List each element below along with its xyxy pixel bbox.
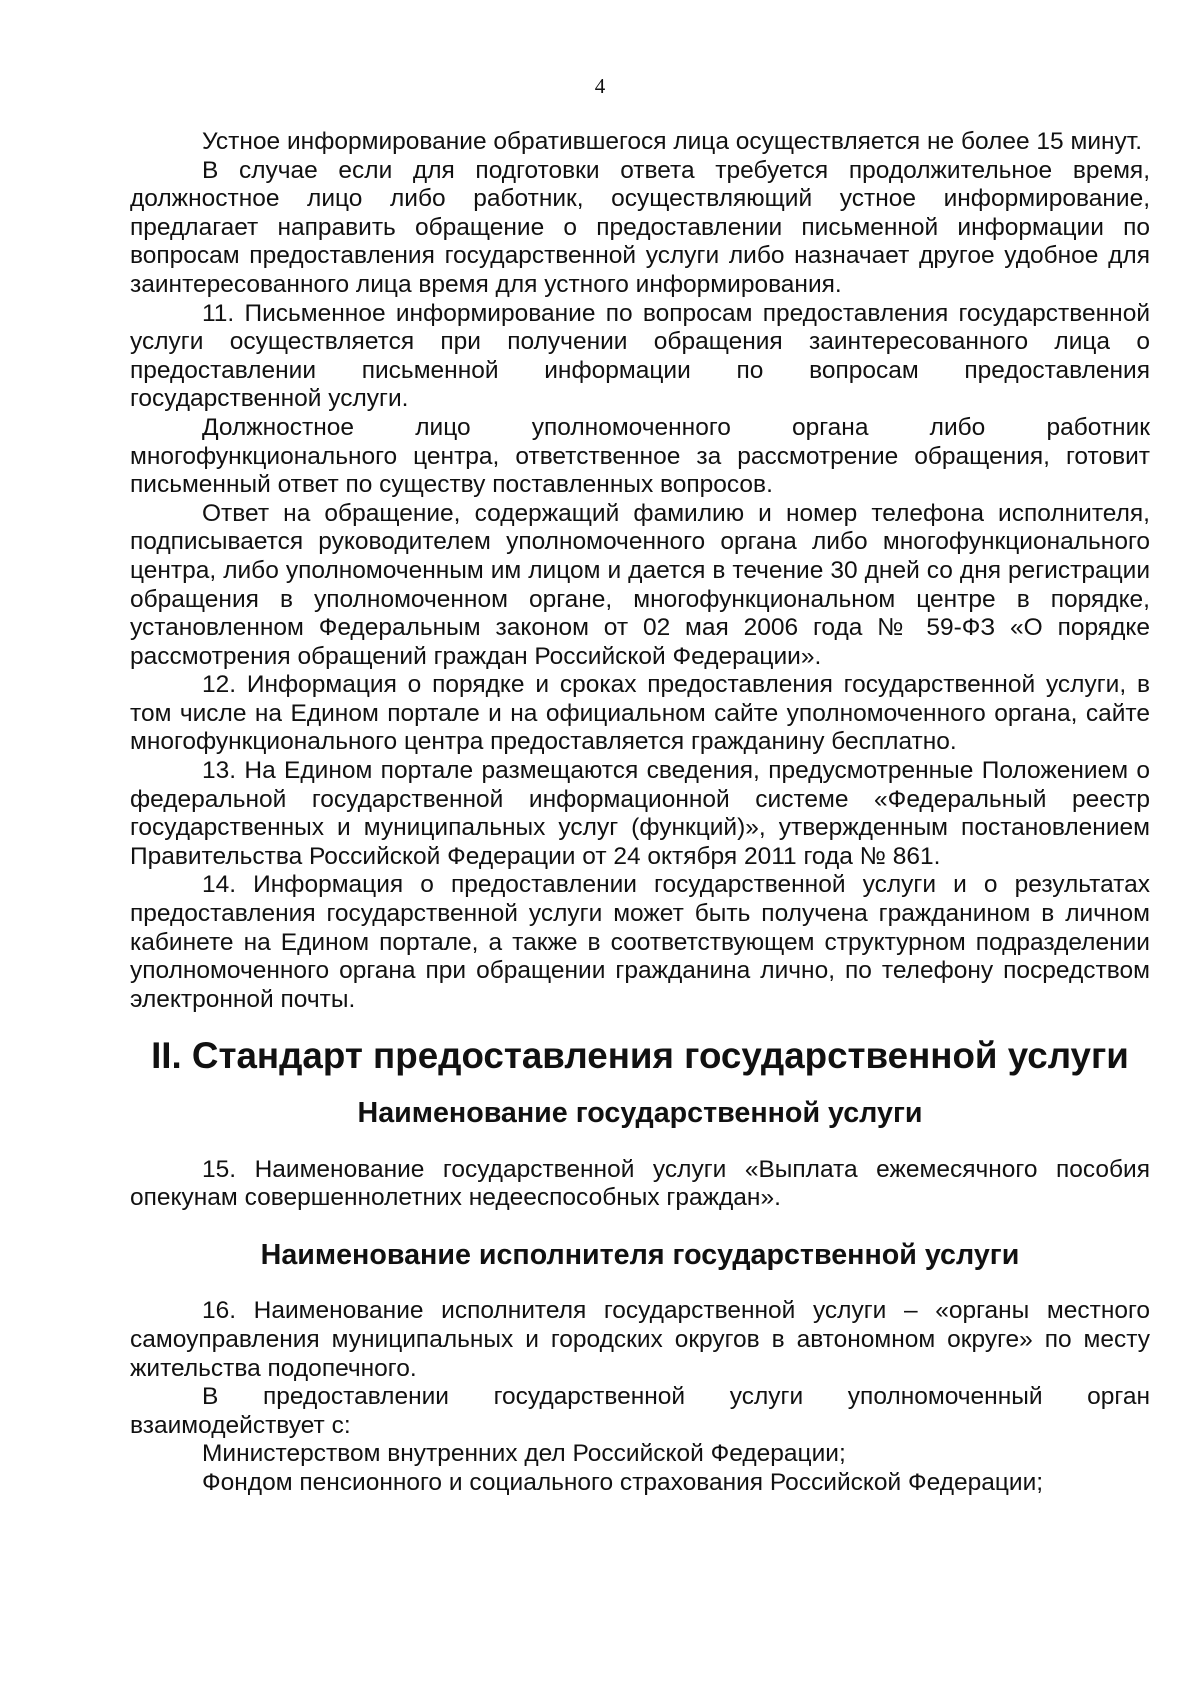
paragraph-16-executor: 16. Наименование исполнителя государственной услуги – «органы местного самоуправления муниципальных и городских округов в автономном округе» по месту жительства подопечного. xyxy=(130,1297,1150,1382)
page-number: 4 xyxy=(594,74,606,98)
section-heading: II. Стандарт предоставления государственной услуги xyxy=(151,1035,1129,1077)
paragraph-13-portal-info: 13. На Едином портале размещаются сведения, предусмотренные Положением о федеральной государственной информационной системе «Федеральный реестр государственных и муниципальных услуг (функций)», утвержденным постановлением Правительства Российской Федерации от 24 октября 2011 года № 861. xyxy=(130,757,1150,870)
subsection-heading-service-name: Наименование государственной услуги xyxy=(357,1097,923,1129)
paragraph-answer-signing: Ответ на обращение, содержащий фамилию и номер телефона исполнителя, подписывается руководителем уполномоченного органа либо многофункционального центра, либо уполномоченным им лицом и дается в течение 30 дней со дня регистрации обращения в уполномоченном органе, многофункциональном центре в порядке, установленном Федеральным законом от 02 мая 2006 года № 59-ФЗ «О порядке рассмотрения обращений граждан Российской Федерации». xyxy=(130,499,1150,670)
paragraph-interaction: В предоставлении государственной услуги уполномоченный орган взаимодействует с: xyxy=(130,1383,1150,1439)
list-item-pension-fund: Фондом пенсионного и социального страхования Российской Федерации; xyxy=(202,1468,1044,1496)
paragraph-15-service-name: 15. Наименование государственной услуги «Выплата ежемесячного пособия опекунам совершеннолетних недееспособных граждан». xyxy=(130,1155,1150,1212)
paragraph-11-written-info: 11. Письменное информирование по вопросам предоставления государственной услуги осуществляется при получении обращения заинтересованного лица о предоставлении письменной информации по вопросам предоставления государственной услуги. xyxy=(130,299,1150,413)
paragraph-official-response: Должностное лицо уполномоченного органа либо работник многофункционального центра, ответственное за рассмотрение обращения, готовит письменный ответ по существу поставленных вопросов. xyxy=(130,413,1150,499)
subsection-heading-executor: Наименование исполнителя государственной услуги xyxy=(260,1238,1020,1271)
list-item-mvd: Министерством внутренних дел Российской Федерации; xyxy=(202,1440,846,1468)
document-body xyxy=(130,128,1150,1498)
paragraph-oral-info-duration: Устное информирование обратившегося лица осуществляется не более 15 минут. xyxy=(202,128,1143,155)
paragraph-14-result-info: 14. Информация о предоставлении государственной услуги и о результатах предоставления государственной услуги может быть получена гражданином в личном кабинете на Едином портале, а также в соответствующем структурном подразделении уполномоченного органа при обращении гражданина лично, по телефону посредством электронной почты. xyxy=(130,871,1150,1013)
paragraph-long-answer: В случае если для подготовки ответа требуется продолжительное время, должностное лицо либо работник, осуществляющий устное информирование, предлагает направить обращение о предоставлении письменной информации по вопросам предоставления государственной услуги либо назначает другое удобное для заинтересованного лица время для устного информирования. xyxy=(130,156,1150,298)
paragraph-12-free-info: 12. Информация о порядке и сроках предоставления государственной услуги, в том числе на Едином портале и на официальном сайте уполномоченного органа, сайте многофункционального центра предоставляется гражданину бесплатно. xyxy=(130,671,1150,756)
